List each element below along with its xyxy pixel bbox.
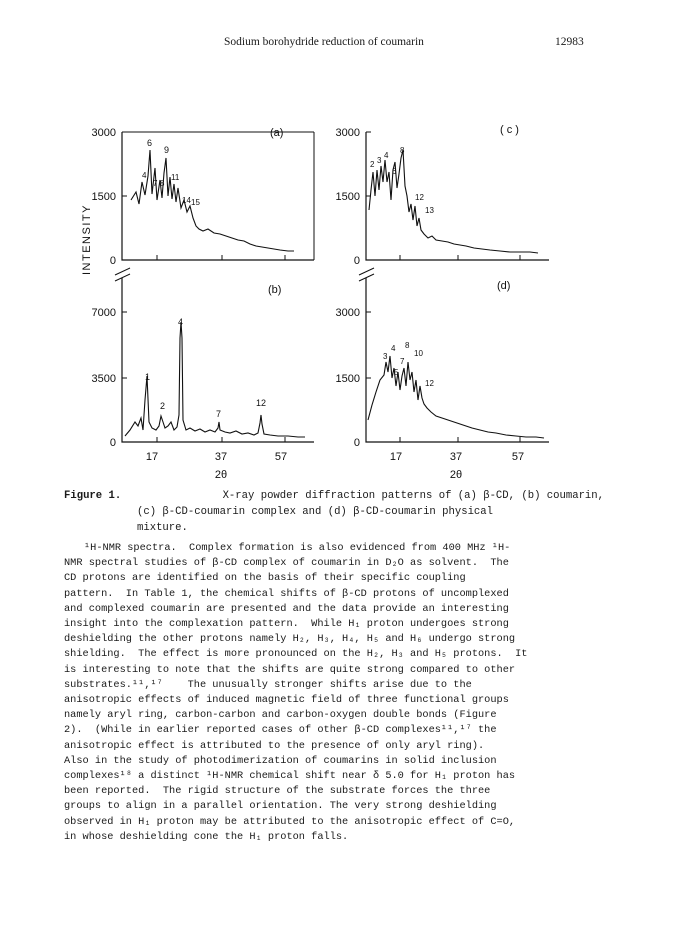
- page-number: 12983: [555, 36, 584, 48]
- figure-caption: [64, 488, 604, 536]
- panel-a: [92, 127, 314, 267]
- xrd-figure: [0, 100, 680, 490]
- peak-label: 13: [425, 206, 434, 215]
- peak-label: 6: [392, 167, 397, 176]
- x-axis-label: 2θ: [449, 469, 463, 481]
- text-line: ¹H-NMR spectra. Complex formation is also evidenced from 400 MHz ¹H-: [84, 542, 511, 554]
- text-line: deshielding the other protons namely H₂, H₃, H₄, H₅ and H₆ undergo strong: [64, 633, 516, 646]
- caption-line: [64, 488, 604, 504]
- text-line: observed in H₁ proton may be attributed to the anisotropic effect of C=O,: [64, 815, 516, 828]
- caption-label: Figure 1.: [64, 490, 122, 502]
- peak-label: 8: [405, 341, 410, 350]
- peak-label: 4: [384, 151, 389, 160]
- y-tick: 3500: [91, 373, 116, 385]
- peak-label: 2: [160, 401, 166, 411]
- peak-label: 7: [216, 409, 222, 419]
- peak-label: 7: [400, 357, 405, 366]
- figure-1: [0, 100, 680, 490]
- peak-label: 5: [394, 368, 399, 377]
- x-tick: 17: [145, 451, 159, 463]
- running-title: Sodium borohydride reduction of coumarin: [224, 36, 424, 48]
- peak-label: 2: [370, 160, 375, 169]
- text-line: shielding. The effect is more pronounced on the H₂, H₃ and H₅ protons. It: [64, 648, 528, 661]
- text-line: been reported. The rigid structure of the substrate forces the three: [64, 785, 491, 798]
- text-line: pattern. In Table 1, the chemical shifts of β-CD protons of uncomplexed: [64, 587, 509, 600]
- text-line: anisotropic effect is attributed to the presence of only aryl ring).: [64, 739, 485, 752]
- y-tick: 0: [109, 255, 116, 267]
- panel-c: [336, 124, 549, 267]
- panel-b: [92, 278, 314, 481]
- peak-label: 3: [377, 156, 382, 165]
- text-line: and complexed coumarin are presented and the data provide an interesting: [64, 602, 509, 615]
- y-tick: 3000: [91, 127, 116, 139]
- panel-label: ( c ): [500, 124, 519, 136]
- peak-label: 14: [182, 196, 191, 205]
- y-tick: 3000: [335, 127, 360, 139]
- text-line: groups to align in a parallel orientation. The very strong deshielding: [64, 800, 497, 813]
- peak-label: 6: [147, 138, 153, 148]
- text-line: anisotropic effects of induced magnetic field of three functional groups: [64, 694, 509, 707]
- text-line: Also in the study of photodimerization of coumarins in solid inclusion: [64, 754, 497, 767]
- text-line: insight into the complexation pattern. While H₁ proton undergoes strong: [64, 618, 509, 631]
- y-tick: 0: [353, 437, 360, 449]
- y-tick: 1500: [335, 373, 360, 385]
- y-tick: 0: [109, 437, 116, 449]
- peak-label: 8: [160, 179, 165, 188]
- pattern-trace: [131, 150, 294, 251]
- peak-label: 10: [414, 349, 423, 358]
- x-tick: 37: [214, 451, 228, 463]
- text-line: in whose deshielding cone the H₁ proton falls.: [64, 830, 349, 843]
- text-line: 2). (While in earlier reported cases of other β-CD complexes¹¹,¹⁷ the: [64, 724, 497, 737]
- peak-label: 11: [171, 173, 180, 182]
- peak-label: 8: [400, 146, 405, 155]
- peak-label: 12: [425, 379, 434, 388]
- caption-line: mixture.: [137, 522, 188, 534]
- x-axis-label: 2θ: [214, 469, 228, 481]
- text-line: is interesting to note that the shifts are quite strong compared to other: [64, 663, 516, 676]
- x-tick: 17: [389, 451, 403, 463]
- x-tick: 57: [511, 451, 525, 463]
- peak-label: 4: [142, 171, 147, 180]
- pattern-trace: [125, 322, 305, 437]
- peak-label: 3: [383, 352, 388, 361]
- peak-label: 4: [178, 317, 184, 327]
- text-line: CD protons are identified on the basis of their specific coupling: [64, 572, 466, 585]
- peak-label: 15: [191, 198, 200, 207]
- y-tick: 7000: [91, 307, 116, 319]
- y-tick: 0: [353, 255, 360, 267]
- body-paragraph: [64, 541, 601, 845]
- text-line: namely aryl ring, carbon-carbon and carbon-oxygen double bonds (Figure: [64, 709, 497, 722]
- text-line: substrates.¹¹,¹⁷ The unusually stronger shifts arise due to the: [64, 678, 472, 691]
- panel-label: (a): [270, 127, 284, 139]
- y-tick: 1500: [335, 191, 360, 203]
- peak-label: 1: [145, 372, 151, 382]
- peak-label: 4: [391, 344, 396, 353]
- panel-label: (b): [268, 284, 282, 296]
- peak-label: 12: [256, 398, 267, 408]
- x-tick: 37: [449, 451, 463, 463]
- caption-line: (c) β-CD-coumarin complex and (d) β-CD-coumarin physical: [137, 506, 494, 518]
- peak-label: 12: [415, 193, 424, 202]
- y-tick: 3000: [335, 307, 360, 319]
- text-line: complexes¹⁸ a distinct ¹H-NMR chemical shift near δ 5.0 for H₁ proton has: [64, 770, 516, 783]
- peak-label: 9: [164, 145, 170, 155]
- caption-text: X-ray powder diffraction patterns of (a) β-CD, (b) coumarin,: [222, 490, 604, 502]
- peak-label: 7: [153, 179, 158, 188]
- panel-d: [336, 278, 549, 481]
- y-tick: 1500: [91, 191, 116, 203]
- y-axis-label: INTENSITY: [81, 204, 93, 275]
- pattern-trace: [369, 150, 538, 253]
- x-tick: 57: [274, 451, 288, 463]
- panel-label: (d): [497, 280, 511, 292]
- text-line: NMR spectral studies of β-CD complex of coumarin in D₂O as solvent. The: [64, 557, 509, 570]
